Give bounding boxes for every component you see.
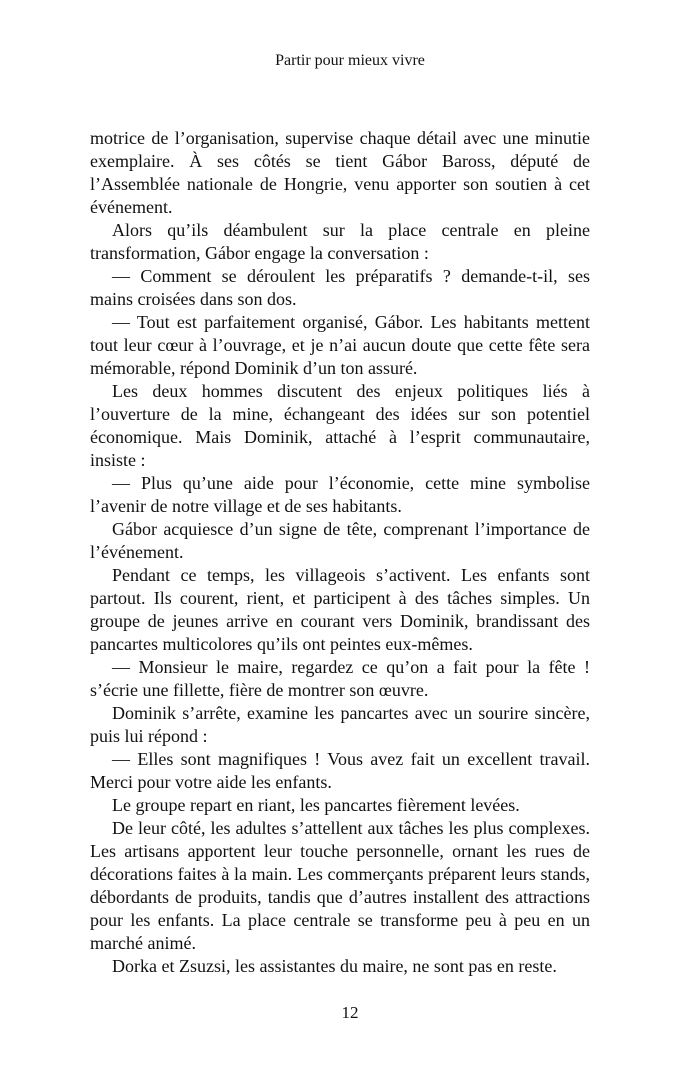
paragraph: Dominik s’arrête, examine les pancartes avec un sourire sincère, puis lui répond : <box>90 703 590 746</box>
dialogue-line: — Elles sont magnifiques ! Vous avez fait un excellent travail. Merci pour votre aide les enfants. <box>90 749 590 792</box>
page-number: 12 <box>341 1003 359 1022</box>
running-header: Partir pour mieux vivre <box>275 52 425 69</box>
dialogue-line: — Plus qu’une aide pour l’économie, cette mine symbolise l’avenir de notre village et de ses habitants. <box>90 473 590 516</box>
dialogue-line: — Tout est parfaitement organisé, Gábor. Les habitants mettent tout leur cœur à l’ouvrage, et je n’ai aucun doute que cette fête sera mémorable, répond Dominik d’un ton assuré. <box>90 312 590 378</box>
paragraph: Pendant ce temps, les villageois s’activent. Les enfants sont partout. Ils courent, rient, et participent à des tâches simples. Un groupe de jeunes arrive en courant vers Dominik, brandissant des pancartes multicolores qu’ils ont peintes eux-mêmes. <box>90 565 590 654</box>
dialogue-line: — Monsieur le maire, regardez ce qu’on a fait pour la fête ! s’écrie une fillette, fière de montrer son œuvre. <box>90 657 590 700</box>
paragraph: Dorka et Zsuzsi, les assistantes du maire, ne sont pas en reste. <box>112 956 557 976</box>
paragraph: Gábor acquiesce d’un signe de tête, comprenant l’importance de l’événement. <box>90 519 590 562</box>
body-text <box>90 127 590 978</box>
paragraph: Le groupe repart en riant, les pancartes fièrement levées. <box>112 795 520 815</box>
paragraph: Les deux hommes discutent des enjeux politiques liés à l’ouverture de la mine, échangeant des idées sur son potentiel économique. Mais Dominik, attaché à l’esprit communautaire, insiste : <box>90 381 590 470</box>
paragraph-continued: motrice de l’organisation, supervise chaque détail avec une minutie exemplaire. À ses côtés se tient Gábor Baross, député de l’Assemblée nationale de Hongrie, venu apporter son soutien à cet événement. <box>90 128 590 217</box>
paragraph: Alors qu’ils déambulent sur la place centrale en pleine transformation, Gábor engage la conversation : <box>90 220 590 263</box>
paragraph: De leur côté, les adultes s’attellent aux tâches les plus complexes. Les artisans apportent leur touche personnelle, ornant les rues de décorations faites à la main. Les commerçants préparent leurs stands, débordants de produits, tandis que d’autres installent des attractions pour les enfants. La place centrale se transforme peu à peu en un marché animé. <box>90 818 590 953</box>
dialogue-line: — Comment se déroulent les préparatifs ? demande-t-il, ses mains croisées dans son dos. <box>90 266 590 309</box>
